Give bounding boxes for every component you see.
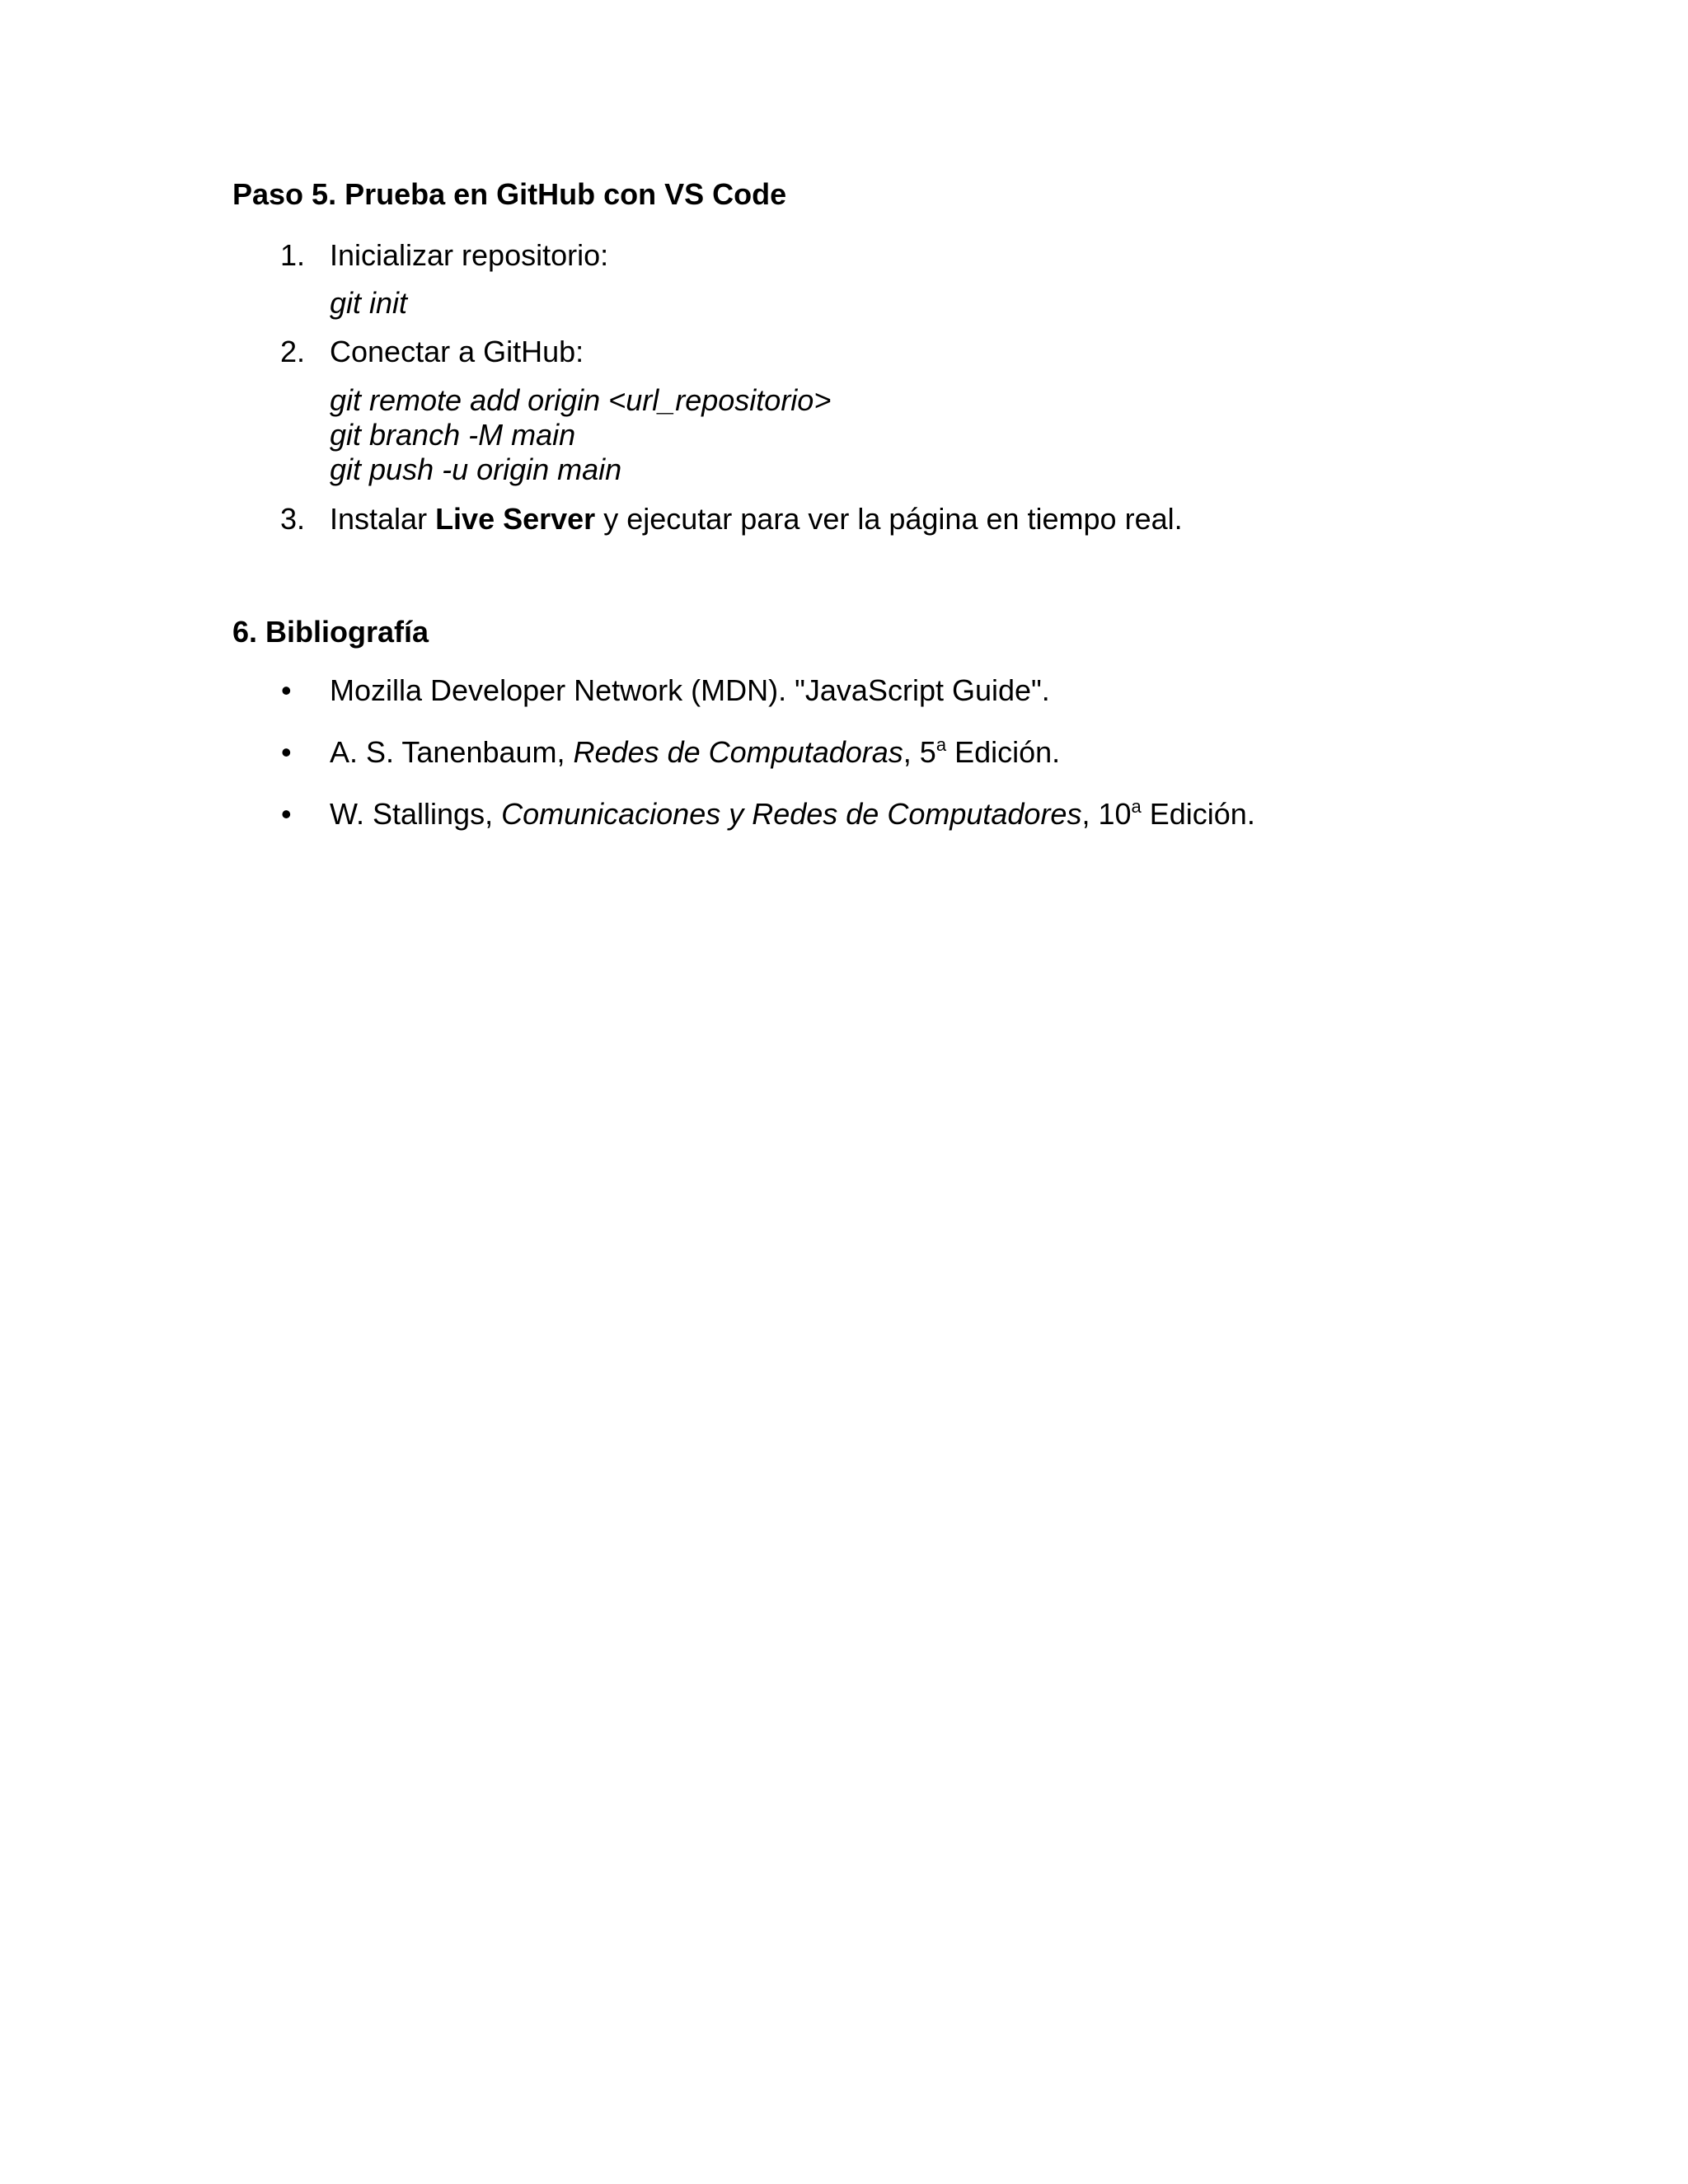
step-text [330,501,1183,537]
reference-title: Comunicaciones y Redes de Computadores [501,797,1082,831]
live-server-emphasis: Live Server [435,502,596,536]
section-heading-bibliografia: 6. Bibliografía [232,615,429,649]
reference-edition: , 10 [1081,797,1132,831]
reference-edition: , 5 [903,735,936,769]
ordinal-indicator: a [1131,796,1142,817]
bullet-icon: • [281,673,292,707]
reference-item [330,796,1255,832]
step-text: Conectar a GitHub: [330,335,584,368]
step-number: 1. [280,238,306,272]
code-line: git push -u origin main [330,452,622,486]
code-line: git branch -M main [330,418,576,452]
step-number: 2. [280,335,306,368]
code-line: git remote add origin <url_repositorio> [330,383,832,417]
reference-edition-suffix: Edición. [1141,797,1255,831]
ordinal-indicator: a [935,734,947,755]
reference-author: W. Stallings, [330,797,502,831]
step-number: 3. [280,502,306,536]
bullet-icon: • [281,797,292,831]
reference-title: Redes de Computadoras [573,735,903,769]
step-text-prefix: Instalar [330,502,436,536]
reference-author: A. S. Tanenbaum, [330,735,574,769]
reference-edition-suffix: Edición. [946,735,1061,769]
reference-item [330,734,1060,771]
section-heading-paso5: Paso 5. Prueba en GitHub con VS Code [232,177,787,211]
code-line: git init [330,286,408,320]
step-text-suffix: y ejecutar para ver la página en tiempo real. [595,502,1183,536]
bullet-icon: • [281,735,292,769]
reference-item: Mozilla Developer Network (MDN). "JavaScript Guide". [330,673,1050,707]
step-text: Inicializar repositorio: [330,238,609,272]
